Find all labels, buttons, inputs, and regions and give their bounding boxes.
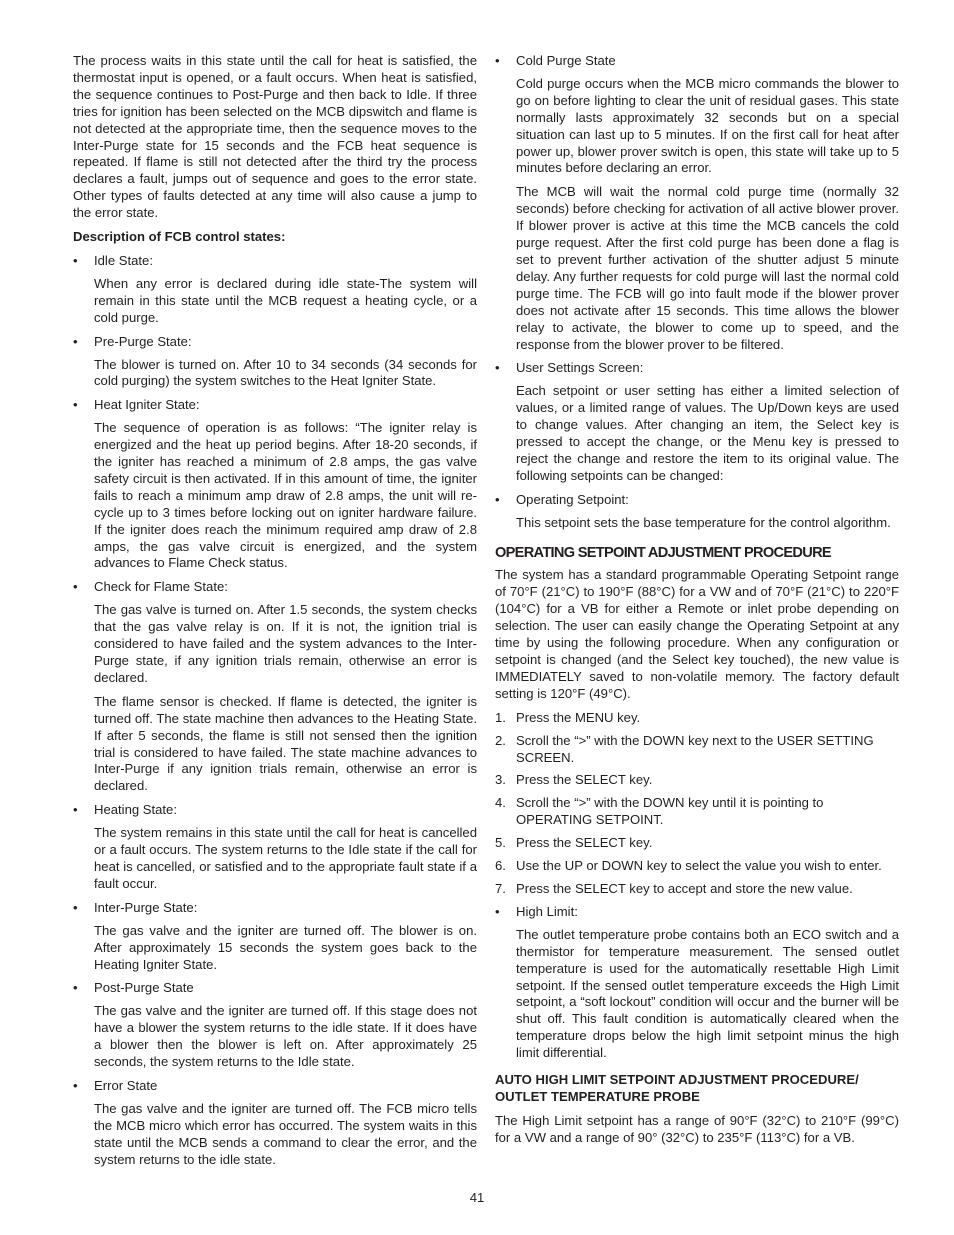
bullet-title: Pre-Purge State:	[94, 333, 192, 349]
bullet-title: Operating Setpoint:	[516, 491, 629, 507]
step-item	[495, 881, 899, 898]
step-text: Use the UP or DOWN key to select the value you wish to enter.	[516, 858, 882, 874]
bullet-item	[495, 53, 899, 70]
bullet-title: Idle State:	[94, 252, 153, 268]
bullet-paragraph: This setpoint sets the base temperature for the control algorithm.	[516, 514, 891, 530]
left-column	[73, 53, 477, 1175]
bullet-paragraph: When any error is declared during idle state-The system will remain in this state until the MCB request a heating cycle, or a cold purge.	[94, 275, 477, 325]
bullet-paragraph: The flame sensor is checked. If flame is detected, the igniter is turned off. The state machine then advances to the Heating State. If after 5 seconds, the flame is still not sensed then the ignition trial is considered to have failed. The state machine advances to Inter-Purge if any ignition trials remain, otherwise an error is declared.	[94, 693, 477, 794]
bullet-item	[73, 253, 477, 270]
step-number: 5.	[495, 835, 506, 851]
bullet-paragraph: The gas valve and the igniter are turned off. The blower is on. After approximately 15 seconds the system goes back to the Heating Igniter State.	[94, 922, 477, 972]
bullet-icon: •	[73, 899, 78, 915]
auto-high-limit-heading: AUTO HIGH LIMIT SETPOINT ADJUSTMENT PROCEDURE/ OUTLET TEMPERATURE PROBE	[495, 1072, 859, 1104]
step-number: 7.	[495, 880, 506, 896]
step-text: Press the SELECT key to accept and store the new value.	[516, 880, 853, 896]
page-number: 41	[469, 1190, 485, 1205]
bullet-item	[73, 579, 477, 596]
step-text: Scroll the “>” with the DOWN key next to the USER SETTING SCREEN.	[516, 732, 874, 765]
bullet-item	[495, 492, 899, 509]
bullet-title: User Settings Screen:	[516, 360, 644, 376]
bullet-title: Heating State:	[94, 802, 177, 818]
bullet-item	[73, 900, 477, 917]
step-item	[495, 710, 899, 727]
step-number: 4.	[495, 795, 506, 811]
bullet-icon: •	[495, 491, 500, 507]
bullet-icon: •	[495, 53, 500, 68]
bullet-icon: •	[495, 360, 500, 376]
bullet-paragraph: The gas valve and the igniter are turned off. The FCB micro tells the MCB micro which error has occurred. The system waits in this state until the MCB sends a command to clear the error, and the system returns to the idle state.	[94, 1100, 477, 1167]
bullet-paragraph: The blower is turned on. After 10 to 34 seconds (34 seconds for cold purging) the system switches to the Heat Igniter State.	[94, 356, 477, 389]
step-number: 6.	[495, 858, 506, 874]
bullet-paragraph: The outlet temperature probe contains both an ECO switch and a thermistor for temperature measurement. The sensed outlet temperature is used for the automatically resettable High Limit setpoint. If the sensed outlet temperature exceeds the High Limit setpoint, a “soft lockout” condition will occur and the burner will be shut off. This fault condition is automatically cleared when the temperature drops below the high limit setpoint minus the high limit differential.	[516, 926, 899, 1061]
bullet-icon: •	[73, 980, 78, 996]
bullet-item	[73, 1078, 477, 1095]
step-item	[495, 795, 899, 829]
procedure-steps	[495, 710, 899, 898]
step-number: 3.	[495, 772, 506, 788]
bullet-paragraph: Each setpoint or user setting has either a limited selection of values, or a limited range of values. The Up/Down keys are used to change values. After changing an item, the Select key is pressed to accept the change, or the Menu key is pressed to reject the change and restore the item to its original value. The following setpoints can be changed:	[516, 383, 899, 483]
step-item	[495, 858, 899, 875]
bullet-icon: •	[73, 579, 78, 595]
right-column	[495, 53, 899, 1154]
bullet-title: High Limit:	[516, 903, 578, 919]
bullet-icon: •	[73, 1077, 78, 1093]
fcb-states-list	[73, 253, 477, 1169]
bullet-icon: •	[73, 252, 78, 268]
bullet-title: Check for Flame State:	[94, 579, 228, 595]
step-item	[495, 733, 899, 767]
bullet-paragraph: The gas valve and the igniter are turned off. If this stage does not have a blower the system returns to the idle state. If it does have a blower then the blower is left on. After approximately 25 seconds, the system returns to the Idle state.	[94, 1003, 477, 1070]
right-states-list	[495, 53, 899, 532]
bullet-title: Cold Purge State	[516, 53, 616, 68]
bullet-paragraph: The gas valve is turned on. After 1.5 seconds, the system checks that the gas valve relay is on. If it is not, the ignition trial is considered to have failed and the system advances to the Inter-Purge state, if any ignition trials remain, otherwise an error is declared.	[94, 602, 477, 685]
bullet-paragraph: The sequence of operation is as follows: “The igniter relay is energized and the heat up period begins. After 18-20 seconds, if the igniter has reached a minimum of 2.8 amps, the gas valve safety circuit is then activated. If in this amount of time, the igniter fails to reach a minimum amp draw of 2.8 amps, the unit will re-cycle up to 3 times before locking out on igniter hardware failure. If the igniter does reach the minimum required amp draw of 2.8 amps, the gas valve circuit is energized, and the system advances to Flame Check status.	[94, 420, 477, 571]
bullet-title: Heat Igniter State:	[94, 397, 200, 413]
step-item	[495, 835, 899, 852]
bullet-item	[495, 360, 899, 377]
bullet-paragraph: Cold purge occurs when the MCB micro commands the blower to go on before lighting to clear the unit of residual gases. This state normally lasts approximately 32 seconds but on a special situation can last up to 5 minutes. If on the first call for heat after power up, blower prover switch is open, this state will take up to 5 minutes before declaring an error.	[516, 75, 899, 176]
bullet-item	[73, 334, 477, 351]
step-number: 1.	[495, 709, 506, 725]
high-limit-range: The High Limit setpoint has a range of 90°F (32°C) to 210°F (99°C) for a VW and a range of 90° (32°C) to 235°F (113°C) for a VB.	[495, 1112, 899, 1145]
bullet-icon: •	[73, 397, 78, 413]
intro-paragraph: The process waits in this state until the call for heat is satisfied, the thermostat input is opened, or a fault occurs. When heat is satisfied, the sequence continues to Post-Purge and then back to Idle. If three tries for ignition has been selected on the MCB dipswitch and flame is not detected at the appropriate time, then the sequence moves to the Inter-Purge state for 15 seconds and the FCB heat sequence is repeated. If flame is still not detected after the third try the process declares a fault, jumps out of sequence and goes to the error state. Other types of faults detected at any time will also cause a jump to the error state.	[73, 53, 477, 221]
step-text: Press the MENU key.	[516, 709, 641, 725]
step-text: Press the SELECT key.	[516, 772, 653, 788]
bullet-paragraph: The MCB will wait the normal cold purge time (normally 32 seconds) before checking for activation of all active blower prover. If blower prover is active at this time the MCB cancels the cold purge request. After the first cold purge has been done a flag is set to prevent further activation of the shutter adjust 5 minute delay. Any further requests for cold purge will last the normal cold purge time. The FCB will go into fault mode if the blower prover does not activate after 15 seconds. This time allows the blower relay to activate, the blower to come up to speed, and the response from the blower prover to be filtered.	[516, 184, 899, 352]
bullet-item	[73, 980, 477, 997]
description-label: Description of FCB control states:	[73, 229, 286, 245]
bullet-icon: •	[495, 903, 500, 919]
bullet-paragraph: The system remains in this state until the call for heat is cancelled or a fault occurs. The system returns to the Idle state if the call for heat is cancelled, or satisfied and to the appropriate fault state if a fault occur.	[94, 825, 477, 891]
bullet-item	[495, 904, 899, 921]
step-text: Scroll the “>” with the DOWN key until it is pointing to OPERATING SETPOINT.	[516, 795, 824, 828]
bullet-icon: •	[73, 802, 78, 818]
section-heading: OPERATING SETPOINT ADJUSTMENT PROCEDURE	[495, 544, 831, 561]
bullet-icon: •	[73, 333, 78, 349]
step-number: 2.	[495, 732, 506, 748]
bullet-title: Inter-Purge State:	[94, 899, 198, 915]
step-item	[495, 772, 899, 789]
high-limit-section	[495, 904, 899, 1062]
bullet-item	[73, 397, 477, 414]
step-text: Press the SELECT key.	[516, 835, 653, 851]
bullet-title: Post-Purge State	[94, 980, 194, 996]
bullet-title: Error State	[94, 1077, 158, 1093]
procedure-intro: The system has a standard programmable Operating Setpoint range of 70°F (21°C) to 190°F (88°C) for a VW and of 70°F (21°C) to 220°F (104°C) for a VB for either a Remote or inlet probe depending on selection. The user can easily change the Operating Setpoint at any time by using the following procedure. When any configuration or setpoint is changed (and the Select key touched), the new value is IMMEDIATELY saved to non-volatile memory. The factory default setting is 120°F (49°C).	[495, 567, 899, 701]
bullet-item	[73, 802, 477, 819]
